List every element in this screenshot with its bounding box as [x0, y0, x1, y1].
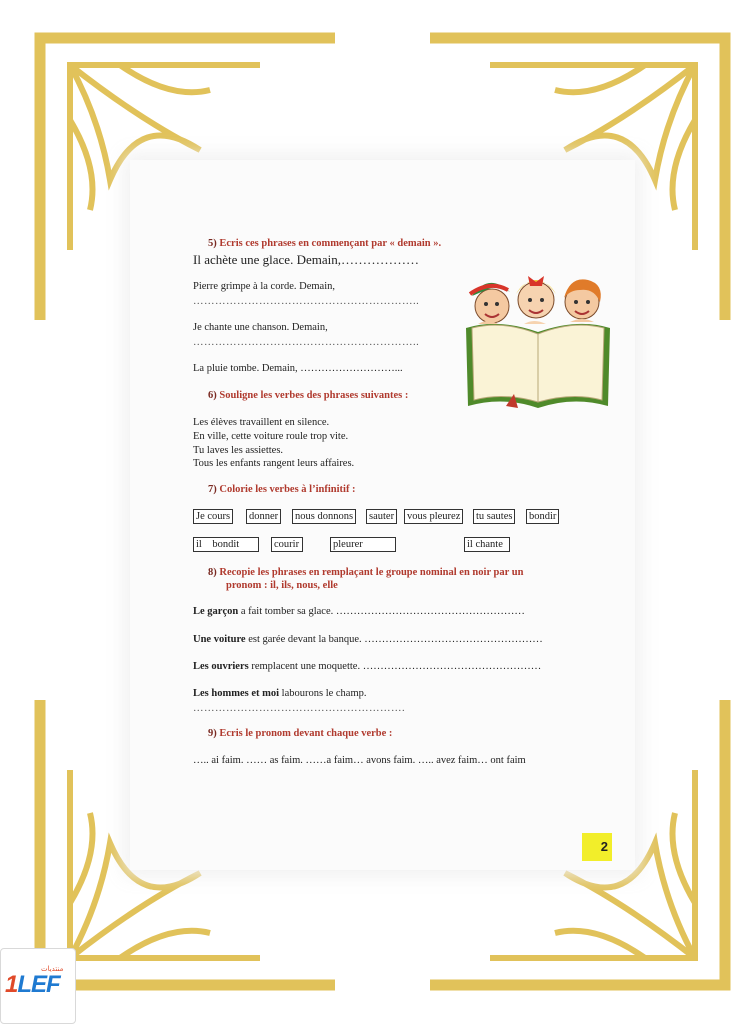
exercise-9-title — [208, 728, 392, 739]
exercise-7-title-text: Colorie les verbes à l’infinitif : — [219, 484, 356, 495]
exercise-8-item — [193, 661, 541, 672]
site-logo — [0, 948, 76, 1024]
exercise-8-title-line-1: Recopie les phrases en remplaçant le groupe nominal en noir par un — [219, 567, 524, 578]
sentence-line: Tu laves les assiettes. — [193, 444, 284, 456]
exercise-8-item — [193, 606, 525, 617]
exercise-8-answer-line: …………………………………………………. — [193, 703, 406, 714]
exercise-6-title — [208, 390, 408, 401]
exercise-6-title-text: Souligne les verbes des phrases suivantes : — [219, 390, 409, 401]
children-book-illustration — [458, 266, 618, 416]
exercise-7-title — [208, 484, 356, 495]
exercise-6-sentences — [193, 416, 354, 471]
exercise-9-line: ….. ai faim. …… as faim. ……a faim… avons faim. ….. avez faim… ont faim — [193, 755, 526, 766]
verb-box[interactable]: bondir — [526, 509, 559, 524]
verb-box[interactable]: il bondit — [193, 537, 259, 552]
exercise-9-title-text: Ecris le pronom devant chaque verbe : — [219, 728, 393, 739]
verb-box[interactable]: sauter — [366, 509, 397, 524]
verb-box[interactable]: pleurer — [330, 537, 396, 552]
exercise-9-number: 9) — [208, 728, 217, 739]
exercise-8-title-line-2: pronom : il, ils, nous, elle — [226, 580, 338, 591]
exercise-5-sentence-3: La pluie tombe. Demain, ………………………... — [193, 363, 403, 374]
exercise-5-title — [208, 238, 441, 249]
verb-box[interactable]: il chante — [464, 537, 510, 552]
exercise-5-example: Il achète une glace. Demain,……………… — [193, 252, 419, 267]
exercise-5-title-text: Ecris ces phrases en commençant par « demain ». — [219, 238, 442, 249]
sentence-line: En ville, cette voiture roule trop vite. — [193, 430, 349, 442]
verb-box[interactable]: vous pleurez — [404, 509, 463, 524]
exercise-8-title — [208, 566, 523, 592]
verb-box[interactable]: tu sautes — [473, 509, 515, 524]
verb-box[interactable]: nous donnons — [292, 509, 356, 524]
verb-box[interactable]: donner — [246, 509, 281, 524]
noun-group-bold: Une voiture — [193, 634, 246, 645]
noun-group-bold: Le garçon — [193, 606, 239, 617]
sentence-line: Tous les enfants rangent leurs affaires. — [193, 458, 355, 470]
logo-small-text: منتديات — [41, 965, 64, 973]
exercise-5-answer-line-2: …………………………………………………….. — [193, 337, 420, 348]
exercise-7-number: 7) — [208, 484, 217, 495]
logo-letters: LEF — [17, 971, 60, 998]
exercise-5-answer-line-1: …………………………………………………….. — [193, 296, 420, 307]
sentence-rest: remplacent une moquette. …………………………………………… — [248, 661, 542, 672]
exercise-8-item — [193, 688, 367, 699]
exercise-5-number: 5) — [208, 238, 217, 249]
sentence-rest: est garée devant la banque. …………………………………………… — [245, 634, 543, 645]
logo-text — [5, 971, 60, 999]
verb-box[interactable]: Je cours — [193, 509, 233, 524]
noun-group-bold: Les ouvriers — [193, 661, 249, 672]
logo-digit: 1 — [5, 971, 18, 998]
sentence-rest: labourons le champ. — [279, 688, 367, 699]
exercise-6-number: 6) — [208, 390, 217, 401]
noun-group-bold: Les hommes et moi — [193, 688, 280, 699]
sentence-line: Les élèves travaillent en silence. — [193, 417, 330, 428]
page-number-tag: 2 — [582, 833, 612, 861]
exercise-5-sentence-1: Pierre grimpe à la corde. Demain, — [193, 281, 335, 292]
exercise-5-sentence-2: Je chante une chanson. Demain, — [193, 322, 328, 333]
sentence-rest: a fait tomber sa glace. ……………………………………………… — [238, 606, 525, 617]
verb-box[interactable]: courir — [271, 537, 303, 552]
exercise-8-item — [193, 634, 543, 645]
exercise-8-number: 8) — [208, 567, 217, 578]
